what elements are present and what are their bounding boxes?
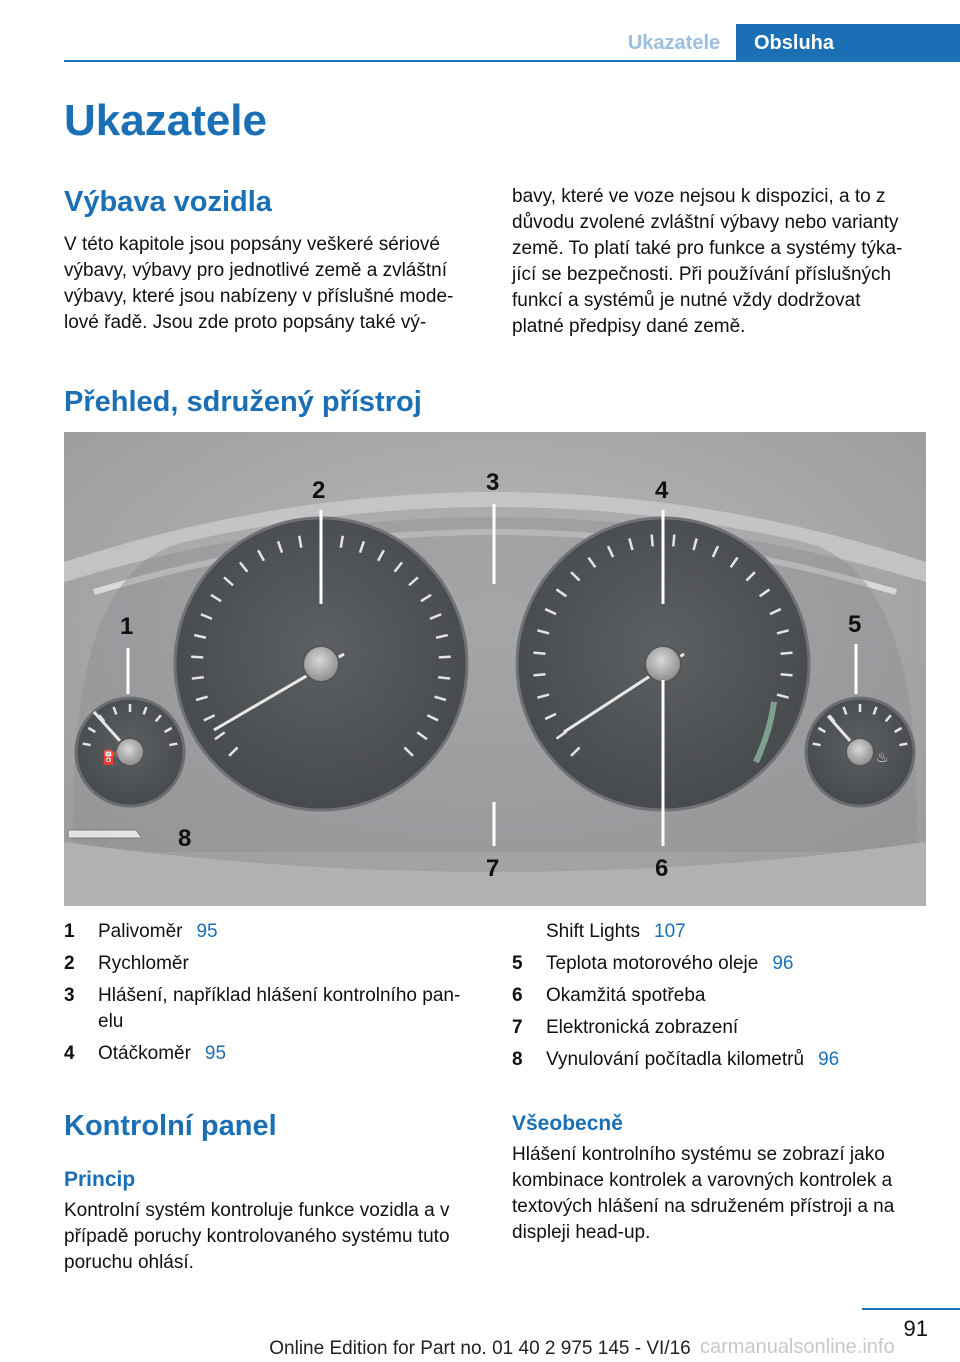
dial-tick [781, 653, 793, 654]
text-line: země. To platí také pro funkce a systémy týka- [512, 238, 903, 259]
general-heading: Všeobecně [512, 1112, 623, 1135]
oil-can-icon: ♨ [876, 750, 889, 766]
dial-tick [813, 744, 821, 745]
legend-label: Teplota motorového oleje 96 [546, 953, 794, 974]
text-line: funkcí a systémů je nutné vždy dodržovat [512, 290, 861, 311]
dial-tick [191, 657, 203, 658]
callout-6: 6 [655, 855, 669, 882]
dial-tick [169, 744, 177, 745]
legend-number: 8 [512, 1049, 523, 1070]
legend-item [512, 948, 926, 980]
tachometer-hub [645, 646, 681, 682]
text-line: výbavy, výbavy pro jednotlivé země a zvláštní [64, 260, 447, 281]
legend-left [64, 916, 478, 1070]
edition-footer: Online Edition for Part no. 01 40 2 975 145 - VI/16 [269, 1338, 691, 1359]
overview-heading: Přehled, sdružený přístroj [64, 386, 422, 418]
legend-label: Okamžitá spotřeba [546, 985, 706, 1006]
principle-text [64, 1198, 474, 1276]
footer-rule [862, 1308, 960, 1310]
legend-label: Hlášení, například hlášení kontrolního pan-elu [98, 985, 461, 1032]
page-number: 91 [903, 1316, 928, 1341]
legend-label: Palivoměr 95 [98, 921, 218, 942]
text-line: bavy, které ve voze nejsou k dispozici, a to z [512, 186, 886, 207]
dial-tick [439, 657, 451, 658]
dial-tick [438, 677, 450, 678]
instrument-cluster-figure [64, 432, 926, 906]
text-line: Kontrolní systém kontroluje funkce vozidla a v [64, 1200, 450, 1221]
legend-number: 1 [64, 921, 75, 942]
page-reference[interactable]: 95 [196, 921, 218, 942]
legend-item [512, 1012, 926, 1044]
legend-right [512, 916, 926, 1076]
text-line: textových hlášení na sdruženém přístroji a na [512, 1196, 895, 1217]
legend-label: Rychloměr [98, 953, 189, 974]
legend-number: 7 [512, 1017, 523, 1038]
oil-gauge-hub [846, 738, 874, 766]
legend-number: 5 [512, 953, 523, 974]
page-reference[interactable]: 107 [654, 921, 686, 942]
fuel-gauge-hub [116, 738, 144, 766]
oil-temperature-gauge [806, 698, 914, 806]
legend-number: 6 [512, 985, 523, 1006]
text-line: V této kapitole jsou popsány veškeré sériové [64, 234, 440, 255]
callout-7: 7 [486, 855, 500, 882]
legend-number: 4 [64, 1043, 75, 1064]
callout-3: 3 [486, 469, 500, 496]
text-line: poruchu ohlásí. [64, 1252, 194, 1273]
legend-number: 2 [64, 953, 75, 974]
dial-tick [192, 677, 204, 678]
legend-number: 3 [64, 985, 75, 1006]
page-reference[interactable]: 96 [772, 953, 794, 974]
legend-item [64, 1038, 478, 1070]
dial-tick [533, 653, 545, 654]
legend-item [64, 916, 478, 948]
page-reference[interactable]: 96 [818, 1049, 840, 1070]
dial-tick [899, 744, 907, 745]
header-rule [64, 60, 960, 62]
dial-tick [533, 674, 545, 675]
text-line: Hlášení kontrolního systému se zobrazí jako [512, 1144, 885, 1165]
legend-item [512, 1044, 926, 1076]
text-line: důvodu zvolené zvláštní výbavy nebo varianty [512, 212, 899, 233]
callout-8: 8 [178, 825, 192, 852]
callout-4: 4 [655, 477, 669, 504]
speedometer-hub [303, 646, 339, 682]
equipment-text-col1 [64, 232, 474, 336]
fuel-pump-icon: ⛽ [102, 750, 120, 766]
callout-2: 2 [312, 477, 326, 504]
text-line: platné předpisy dané země. [512, 316, 746, 337]
fuel-gauge [76, 698, 184, 806]
legend-label: Otáčkoměr 95 [98, 1043, 227, 1064]
equipment-heading: Výbava vozidla [64, 186, 272, 218]
chapter-tab: Obsluha [736, 24, 960, 62]
text-line: jící se bezpečnosti. Při používání příslušných [512, 264, 892, 285]
section-tab: Ukazatele [627, 32, 721, 54]
legend-label: Elektronická zobrazení [546, 1017, 739, 1038]
legend-item [512, 980, 926, 1012]
equipment-text-col2 [512, 184, 922, 340]
legend-item [64, 980, 478, 1038]
page-reference[interactable]: 95 [204, 1043, 227, 1064]
callout-5: 5 [848, 611, 862, 638]
text-line: kombinace kontrolek a varovných kontrolek a [512, 1170, 893, 1191]
control-panel-heading: Kontrolní panel [64, 1110, 277, 1142]
dial-tick [673, 534, 674, 546]
text-line: výbavy, které jsou nabízeny v příslušné mode- [64, 286, 454, 307]
legend-item [512, 916, 926, 948]
trip-reset-button [68, 830, 142, 838]
general-text [512, 1142, 922, 1246]
dial-tick [781, 674, 793, 675]
legend-label: Shift Lights 107 [546, 921, 686, 942]
page-title: Ukazatele [64, 96, 268, 145]
legend-label: Vynulování počítadla kilometrů 96 [546, 1049, 840, 1070]
text-line: displeji head-up. [512, 1222, 651, 1243]
callout-1: 1 [120, 613, 134, 640]
legend-item [64, 948, 478, 980]
principle-heading: Princip [64, 1168, 136, 1191]
dial-tick [83, 744, 91, 745]
text-line: případě poruchy kontrolovaného systému tuto [64, 1226, 450, 1247]
dial-tick [652, 534, 653, 546]
watermark: carmanualsonline.info [700, 1336, 895, 1358]
text-line: lové řadě. Jsou zde proto popsány také vý- [64, 312, 427, 333]
